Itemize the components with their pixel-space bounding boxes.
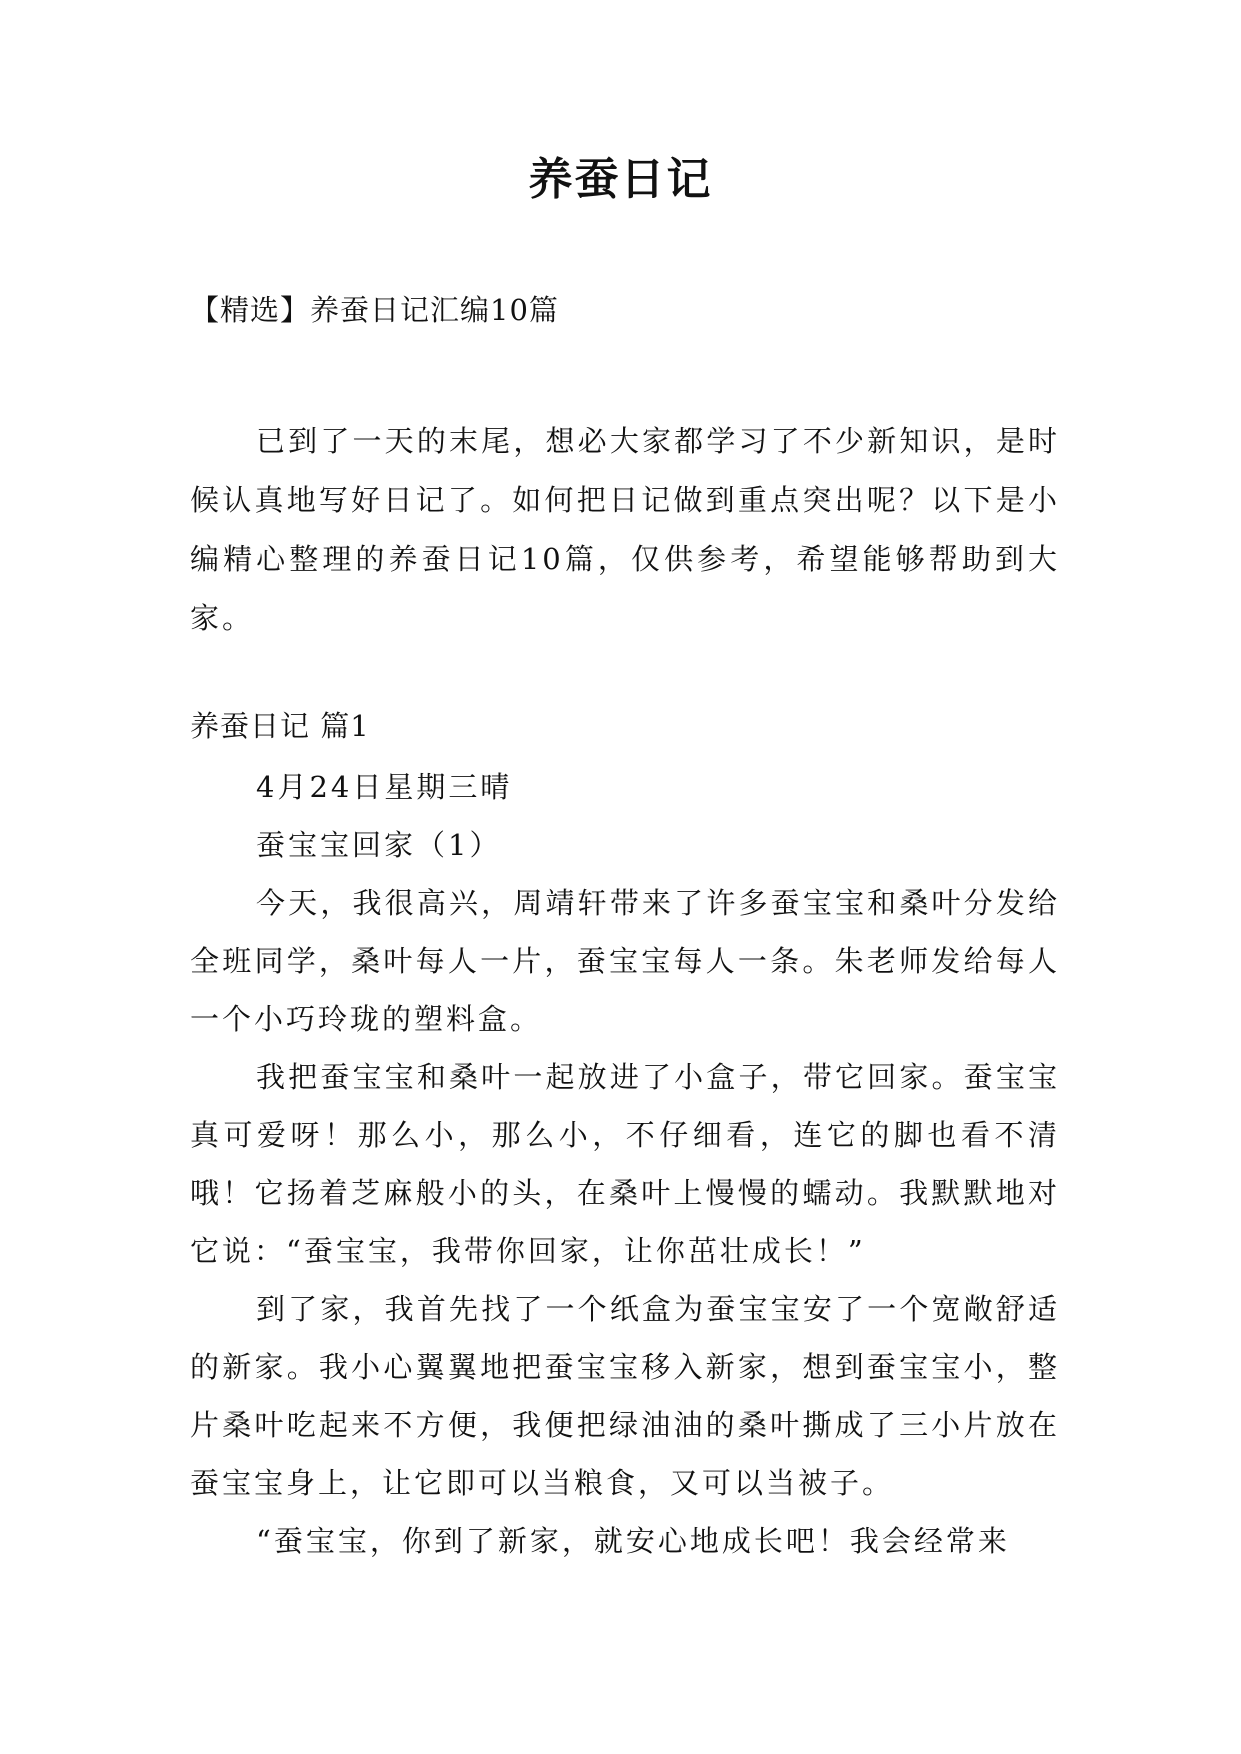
section-heading: 养蚕日记 篇1 [190, 709, 370, 743]
document-subtitle: 【精选】养蚕日记汇编10篇 [190, 293, 559, 327]
body-paragraph: 到了家，我首先找了一个纸盒为蚕宝宝安了一个宽敞舒适的新家。我小心翼翼地把蚕宝宝移入新家，想到蚕宝宝小，整片桑叶吃起来不方便，我便把绿油油的桑叶撕成了三小片放在蚕宝宝身上，让它即可以当粮食，又可以当被子。 [190, 1292, 1060, 1500]
document-title: 养蚕日记 [528, 154, 713, 205]
diary-date-line: 4月24日星期三晴 [256, 770, 513, 804]
diary-entry-title: 蚕宝宝回家（1） [256, 828, 502, 862]
diary-body [190, 758, 1060, 1570]
body-paragraph: “蚕宝宝，你到了新家，就安心地成长吧！我会经常来 [256, 1524, 1010, 1558]
intro-paragraph: 已到了一天的末尾，想必大家都学习了不少新知识，是时候认真地写好日记了。如何把日记做到重点突出呢？以下是小编精心整理的养蚕日记10篇，仅供参考，希望能够帮助到大家。 [190, 424, 1060, 635]
body-paragraph: 今天，我很高兴，周靖轩带来了许多蚕宝宝和桑叶分发给全班同学，桑叶每人一片，蚕宝宝每人一条。朱老师发给每人一个小巧玲珑的塑料盒。 [190, 886, 1060, 1036]
body-paragraph: 我把蚕宝宝和桑叶一起放进了小盒子，带它回家。蚕宝宝真可爱呀！那么小，那么小，不仔细看，连它的脚也看不清哦！它扬着芝麻般小的头，在桑叶上慢慢的蠕动。我默默地对它说：“蚕宝宝，我带你回家，让你茁壮成长！” [190, 1060, 1060, 1268]
